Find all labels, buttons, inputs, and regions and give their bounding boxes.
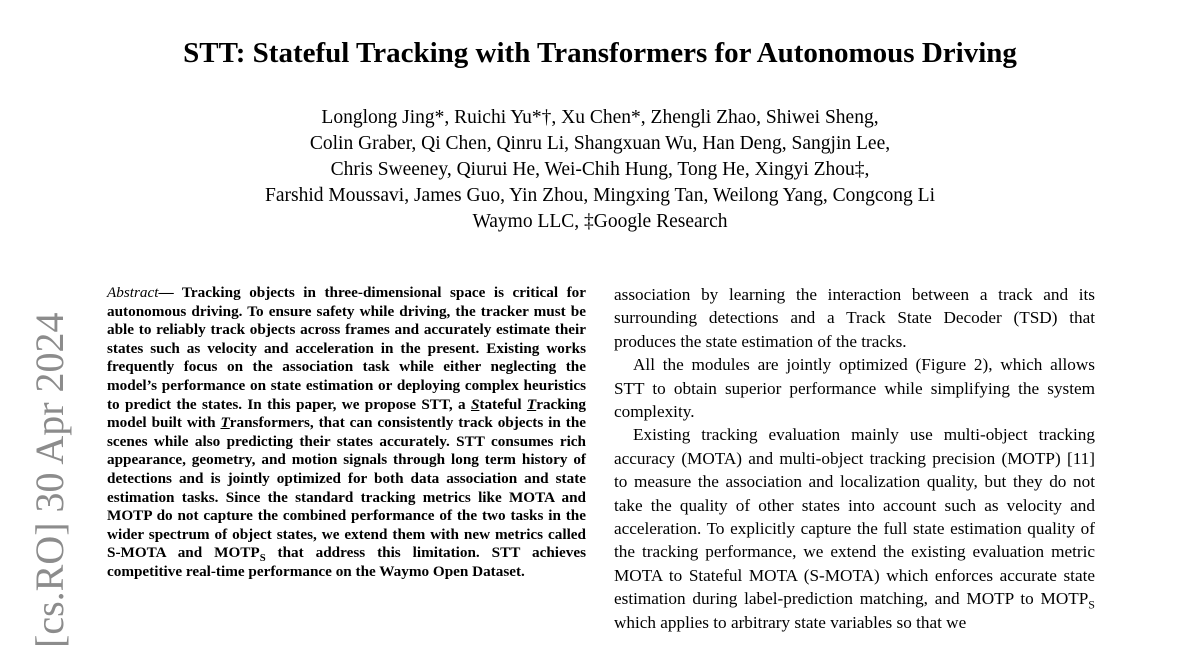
abstract (107, 284, 586, 582)
author-block (0, 105, 1200, 235)
abstract-text-2: tateful (479, 395, 527, 413)
author-line-2: Colin Graber, Qi Chen, Qinru Li, Shangxuan Wu, Han Deng, Sangjin Lee, (309, 133, 891, 154)
paper-title: STT: Stateful Tracking with Transformers for Autonomous Driving (183, 37, 1017, 69)
abstract-text-4: ransformers, that can consistently track objects in the scenes while also predicting their states accurately. STT consumes rich appearance, geometry, and motion signals through long term history of detections and is jointly optimized for both data association and state estimation tasks. Since the standard tracking metrics like MOTA and MOTP do not capture the combined performance of the two tasks in the wider spectrum of object states, we extend them with new metrics called S-MOTA and MOTP (107, 414, 587, 562)
abstract-underlined-t2: T (220, 414, 230, 432)
right-column (614, 283, 1095, 634)
right-paragraph-3-subscript: S (1088, 597, 1095, 612)
right-paragraph-3-text-b: which applies to arbitrary state variables so that we (614, 612, 967, 632)
author-line-4: Farshid Moussavi, James Guo, Yin Zhou, Mingxing Tan, Weilong Yang, Congcong Li (265, 185, 935, 206)
abstract-dash: — (158, 284, 182, 301)
affiliation: Waymo LLC, ‡Google Research (472, 211, 728, 232)
abstract-underlined-s: S (470, 395, 480, 413)
author-line-1: Longlong Jing*, Ruichi Yu*†, Xu Chen*, Zhengli Zhao, Shiwei Sheng, (321, 107, 879, 128)
abstract-label: Abstract (107, 284, 159, 301)
arxiv-sidebar-identifier: [cs.RO] 30 Apr 2024 (27, 312, 72, 648)
abstract-text-1: Tracking objects in three-dimensional space is critical for autonomous driving. To ensure safety while driving, the tracker must be able to reliably track objects across frames and accurately estimate their states such as velocity and acceleration in the present. Existing works frequently focus on the association task while either neglecting the model’s performance on state estimation or deploying complex heuristics to predict the states. In this paper, we propose STT, a (107, 284, 586, 413)
abstract-underlined-t: T (526, 395, 537, 413)
right-paragraph-3-text-a: Existing tracking evaluation mainly use multi-object tracking accuracy (MOTA) and multi-object tracking precision (MOTP) [11] to measure the association and localization quality, but they do not take the quality of other states into account such as velocity and acceleration. To explicitly capture the full state estimation quality of the tracking performance, we extend the existing evaluation metric MOTA to Stateful MOTA (S-MOTA) which enforces accurate state estimation during label-prediction matching, and MOTP to MOTP (614, 425, 1095, 609)
abstract-text-5: that address this limitation. STT achieves competitive real-time performance on the Waymo Open Dataset. (107, 544, 586, 580)
right-paragraph-2: All the modules are jointly optimized (Figure 2), which allows STT to obtain superior performance while simplifying the system complexity. (614, 355, 1095, 422)
right-paragraph-1: association by learning the interaction between a track and its surrounding detections and a Track State Decoder (TSD) that produces the state estimation of the tracks. (614, 285, 1095, 351)
abstract-text-3: racking model built with (107, 395, 586, 432)
right-paragraph-3 (614, 423, 1095, 634)
abstract-subscript-s: S (259, 553, 266, 565)
author-line-3: Chris Sweeney, Qiurui He, Wei-Chih Hung, Tong He, Xingyi Zhou‡, (330, 159, 870, 180)
